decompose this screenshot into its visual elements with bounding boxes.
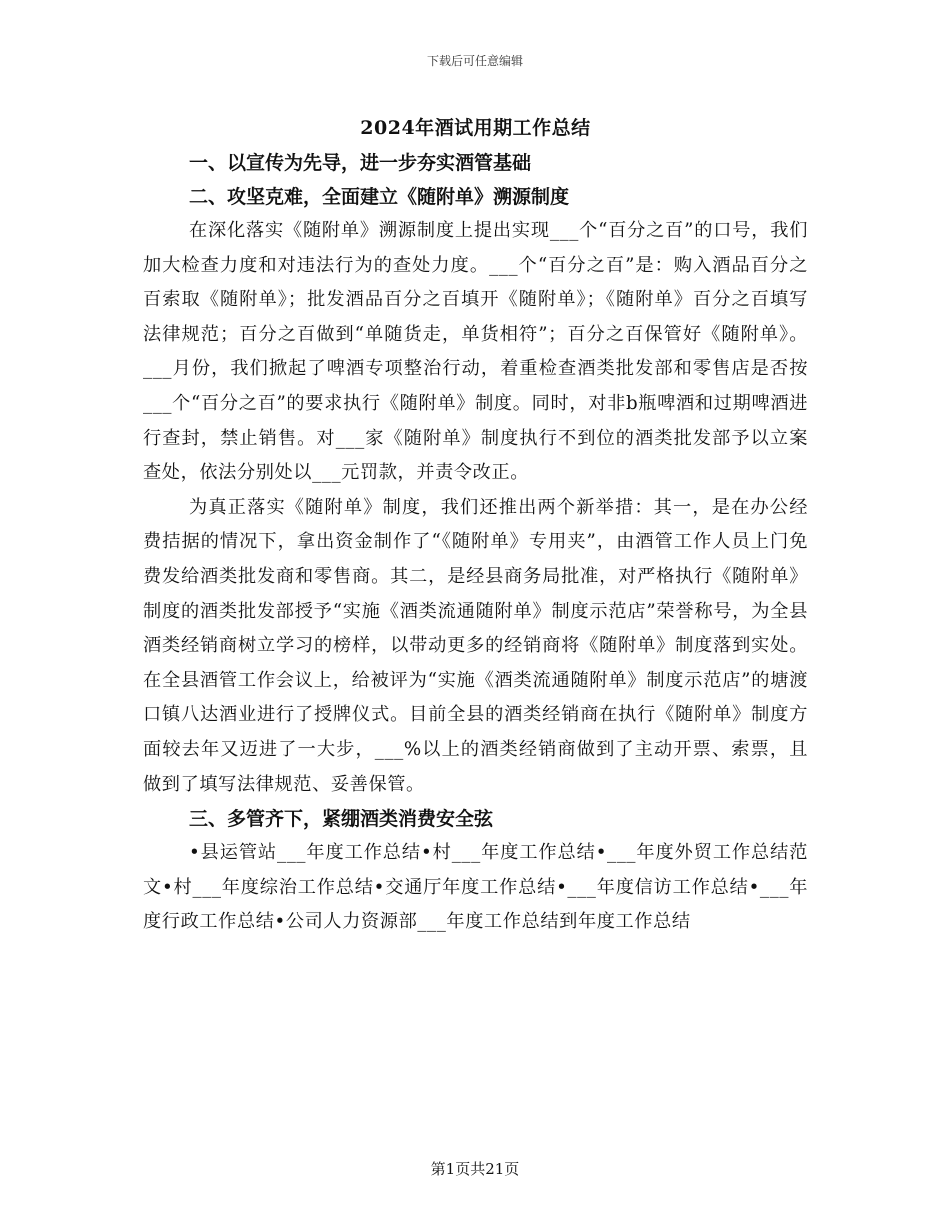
page-number: 第1页共21页 [430,1160,520,1178]
paragraph-2: 为真正落实《随附单》制度，我们还推出两个新举措：其一，是在办公经费拮据的情况下，拿出资金制作了“《随附单》专用夹”，由酒管工作人员上门免费发给酒类批发商和零售商。其二，是经县商务局批准，对严格执行《随附单》制度的酒类批发部授予“实施《酒类流通随附单》制度示范店”荣誉称号，为全县酒类经销商树立学习的榜样，以带动更多的经销商将《随附单》制度落到实处。在全县酒管工作会议上，给被评为“实施《酒类流通随附单》制度示范店”的塘渡口镇八达酒业进行了授牌仪式。目前全县的酒类经销商在执行《随附单》制度方面较去年又迈进了一大步，___%以上的酒类经销商做到了主动开票、索票，且做到了填写法律规范、妥善保管。 [143,496,808,795]
section-heading-3: 三、多管齐下，紧绷酒类消费安全弦 [189,808,494,831]
document-body [143,112,808,942]
section-heading-1: 一、以宣传为先导，进一步夯实酒管基础 [189,152,532,174]
section-heading-2: 二、攻坚克难，全面建立《随附单》溯源制度 [189,186,570,208]
paragraph-1: 在深化落实《随附单》溯源制度上提出实现___个“百分之百”的口号，我们加大检查力度和对违法行为的查处力度。___个“百分之百”是：购入酒品百分之百索取《随附单》；批发酒品百分之百填开《随附单》；《随附单》百分之百填写法律规范；百分之百做到“单随货走，单货相符”；百分之百保管好《随附单》。___月份，我们掀起了啤酒专项整治行动，着重检查酒类批发部和零售店是否按___个“百分之百”的要求执行《随附单》制度。同时，对非b瓶啤酒和过期啤酒进行查封，禁止销售。对___家《随附单》制度执行不到位的酒类批发部予以立案查处，依法分别处以___元罚款，并责令改正。 [143,220,808,484]
related-links-paragraph: •县运管站___年度工作总结•村___年度工作总结•___年度外贸工作总结范文•村___年度综治工作总结•交通厅年度工作总结•___年度信访工作总结•___年度行政工作总结•公司人力资源部___年度工作总结到年度工作总结 [143,842,808,933]
header-note: 下载后可任意编辑 [426,54,523,68]
document-title: 2024年酒试用期工作总结 [360,117,591,139]
